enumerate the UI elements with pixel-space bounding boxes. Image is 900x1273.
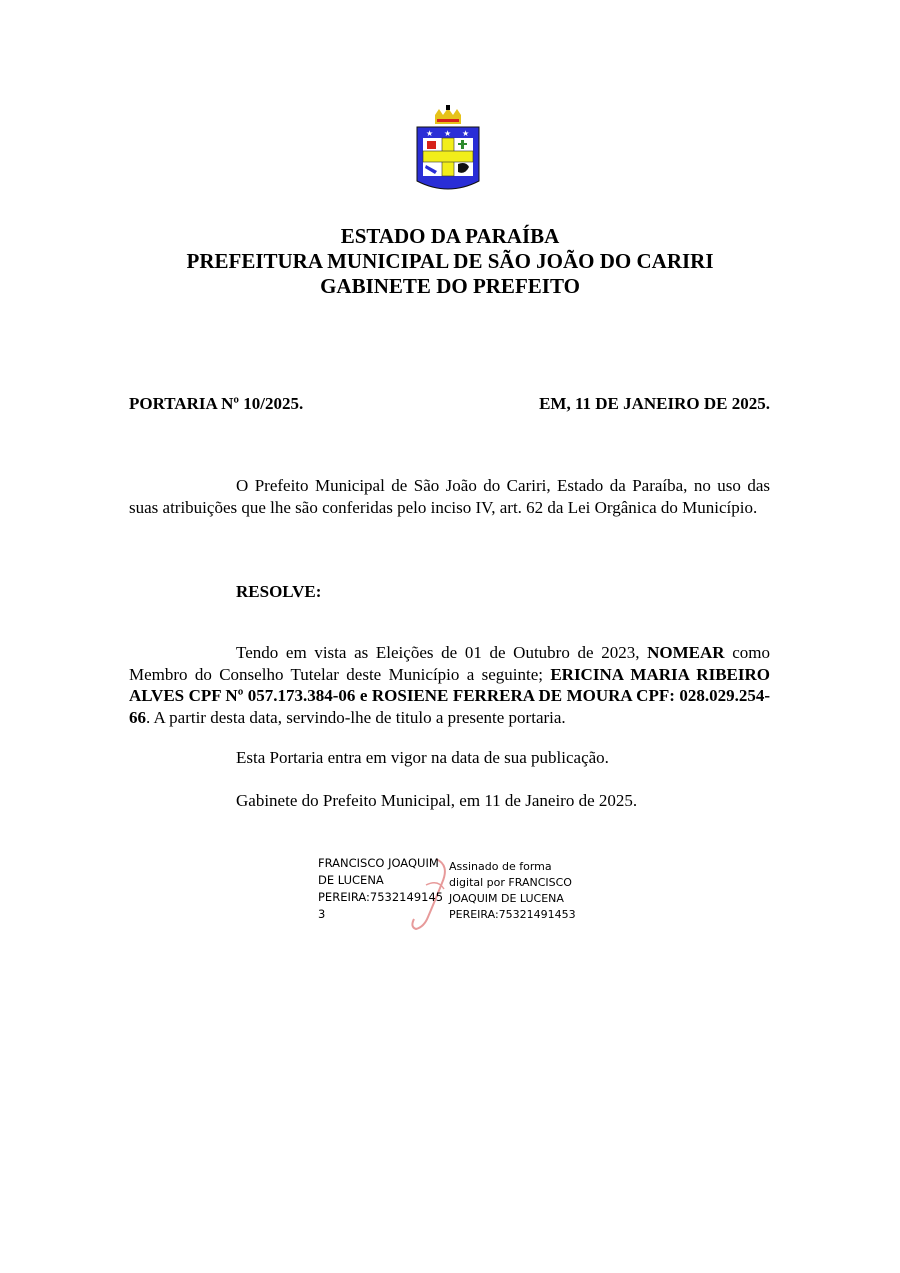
resolution-mid: como Membro do Conselho Tutelar deste Município a seguinte; [129, 643, 770, 684]
document-header [0, 224, 900, 299]
signer-line-2: DE LUCENA [318, 873, 384, 887]
resolution-verb: NOMEAR [647, 643, 725, 662]
closing-paragraph: Gabinete do Prefeito Municipal, em 11 de Janeiro de 2025. [236, 791, 638, 810]
effective-date-paragraph: Esta Portaria entra em vigor na data de sua publicação. [236, 748, 609, 767]
resolution-end: . A partir desta data, servindo-lhe de titulo a presente portaria. [146, 707, 566, 727]
portaria-number: PORTARIA Nº 10/2025. [129, 394, 304, 413]
signature-details-block [449, 859, 579, 923]
signature-detail-1: Assinado de forma [449, 860, 552, 873]
signature-detail-3: JOAQUIM DE LUCENA [449, 892, 564, 905]
appointee-names: ERICINA MARIA RIBEIRO ALVES CPF Nº 057.173.384-06 e ROSIENE FERRERA DE MOURA CPF: 028.029.254-66 [129, 664, 770, 727]
municipality-title: PREFEITURA MUNICIPAL DE SÃO JOÃO DO CARIRI [186, 249, 714, 273]
preamble-paragraph: O Prefeito Municipal de São João do Cariri, Estado da Paraíba, no uso das suas atribuições que lhe são conferidas pelo inciso IV, art. 62 da Lei Orgânica do Município. [129, 476, 770, 517]
municipal-coat-of-arms-icon [413, 105, 483, 195]
signer-name-block [318, 855, 448, 923]
resolve-heading: RESOLVE: [236, 582, 322, 601]
resolution-paragraph [129, 642, 770, 728]
digital-signature [318, 855, 578, 935]
portaria-date: EM, 11 DE JANEIRO DE 2025. [539, 394, 770, 413]
state-title: ESTADO DA PARAÍBA [340, 224, 560, 248]
signer-line-4: 3 [318, 907, 326, 921]
office-title: GABINETE DO PREFEITO [320, 274, 580, 298]
svg-text:★: ★ [462, 129, 470, 138]
signer-line-3: PEREIRA:7532149145 [318, 890, 444, 904]
signature-detail-4: PEREIRA:75321491453 [449, 908, 576, 921]
signature-detail-2: digital por FRANCISCO [449, 876, 572, 889]
resolution-intro: Tendo em vista as Eleições de 01 de Outubro de 2023, [236, 643, 648, 662]
signer-line-1: FRANCISCO JOAQUIM [318, 856, 439, 870]
svg-text:★: ★ [444, 129, 452, 138]
svg-text:★: ★ [426, 129, 434, 138]
